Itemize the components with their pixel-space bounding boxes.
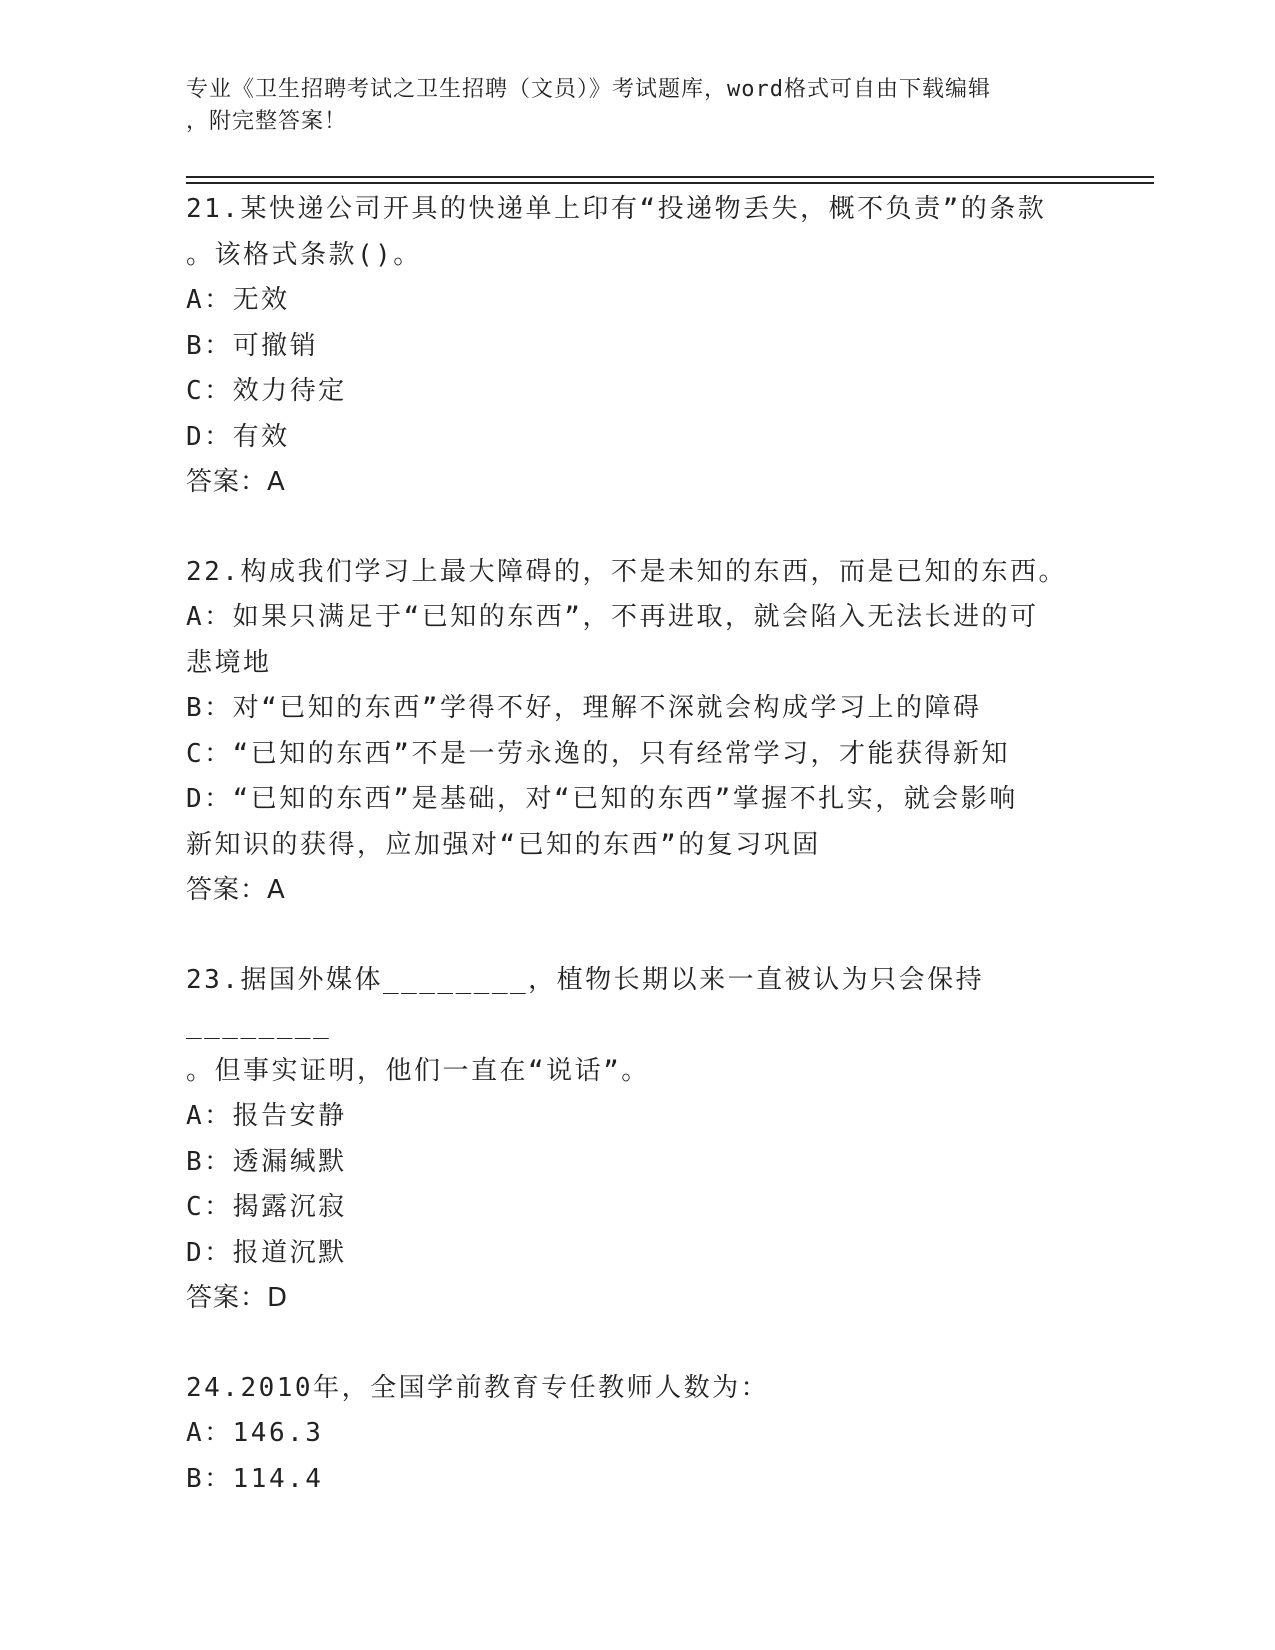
header-divider — [186, 176, 1154, 178]
answer-option: B：可撤销 — [186, 330, 319, 361]
answer-key: 答案：D — [186, 1283, 289, 1313]
question-block — [186, 958, 1086, 1322]
question-stem: 。但事实证明，他们一直在“说话”。 — [186, 1055, 650, 1086]
question-block — [186, 187, 1086, 506]
answer-option: 新知识的获得，应加强对“已知的东西”的复习巩固 — [186, 829, 821, 860]
answer-option: B：透漏缄默 — [186, 1146, 347, 1177]
answer-option: A：如果只满足于“已知的东西”，不再进取，就会陷入无法长进的可 — [186, 602, 1039, 632]
answer-option: C：揭露沉寂 — [186, 1192, 347, 1222]
document-header — [186, 74, 1066, 138]
question-stem: 23.据国外媒体________，植物长期以来一直被认为只会保持________ — [186, 964, 985, 1040]
answer-key: 答案：A — [186, 467, 286, 497]
question-block — [186, 550, 1086, 914]
header-line: 专业《卫生招聘考试之卫生招聘（文员）》考试题库，word格式可自由下载编辑 — [186, 77, 991, 102]
answer-option: D：有效 — [186, 421, 290, 452]
answer-option: D：“已知的东西”是基础，对“已知的东西”掌握不扎实，就会影响 — [186, 784, 1018, 814]
question-stem: 24.2010年，全国学前教育专任教师人数为： — [186, 1372, 770, 1403]
answer-option: C：“已知的东西”不是一劳永逸的，只有经常学习，才能获得新知 — [186, 738, 1010, 769]
answer-option: B：114.4 — [186, 1463, 324, 1494]
header-divider — [186, 182, 1154, 184]
answer-option: A：报告安静 — [186, 1101, 347, 1131]
answer-option: A：146.3 — [186, 1418, 324, 1448]
answer-option: 悲境地 — [186, 647, 272, 678]
answer-option: A：无效 — [186, 285, 290, 315]
question-block — [186, 1366, 1086, 1503]
question-stem: 21.某快递公司开具的快递单上印有“投递物丢失，概不负责”的条款 — [186, 194, 1047, 224]
question-stem: 22.构成我们学习上最大障碍的，不是未知的东西，而是已知的东西。 — [186, 556, 1067, 587]
question-stem: 。该格式条款()。 — [186, 239, 422, 270]
question-list — [186, 187, 1086, 1546]
answer-option: D：报道沉默 — [186, 1237, 347, 1268]
answer-key: 答案：A — [186, 875, 286, 905]
answer-option: C：效力待定 — [186, 376, 347, 406]
answer-option: B：对“已知的东西”学得不好，理解不深就会构成学习上的障碍 — [186, 693, 982, 723]
header-line: ，附完整答案！ — [186, 109, 348, 134]
